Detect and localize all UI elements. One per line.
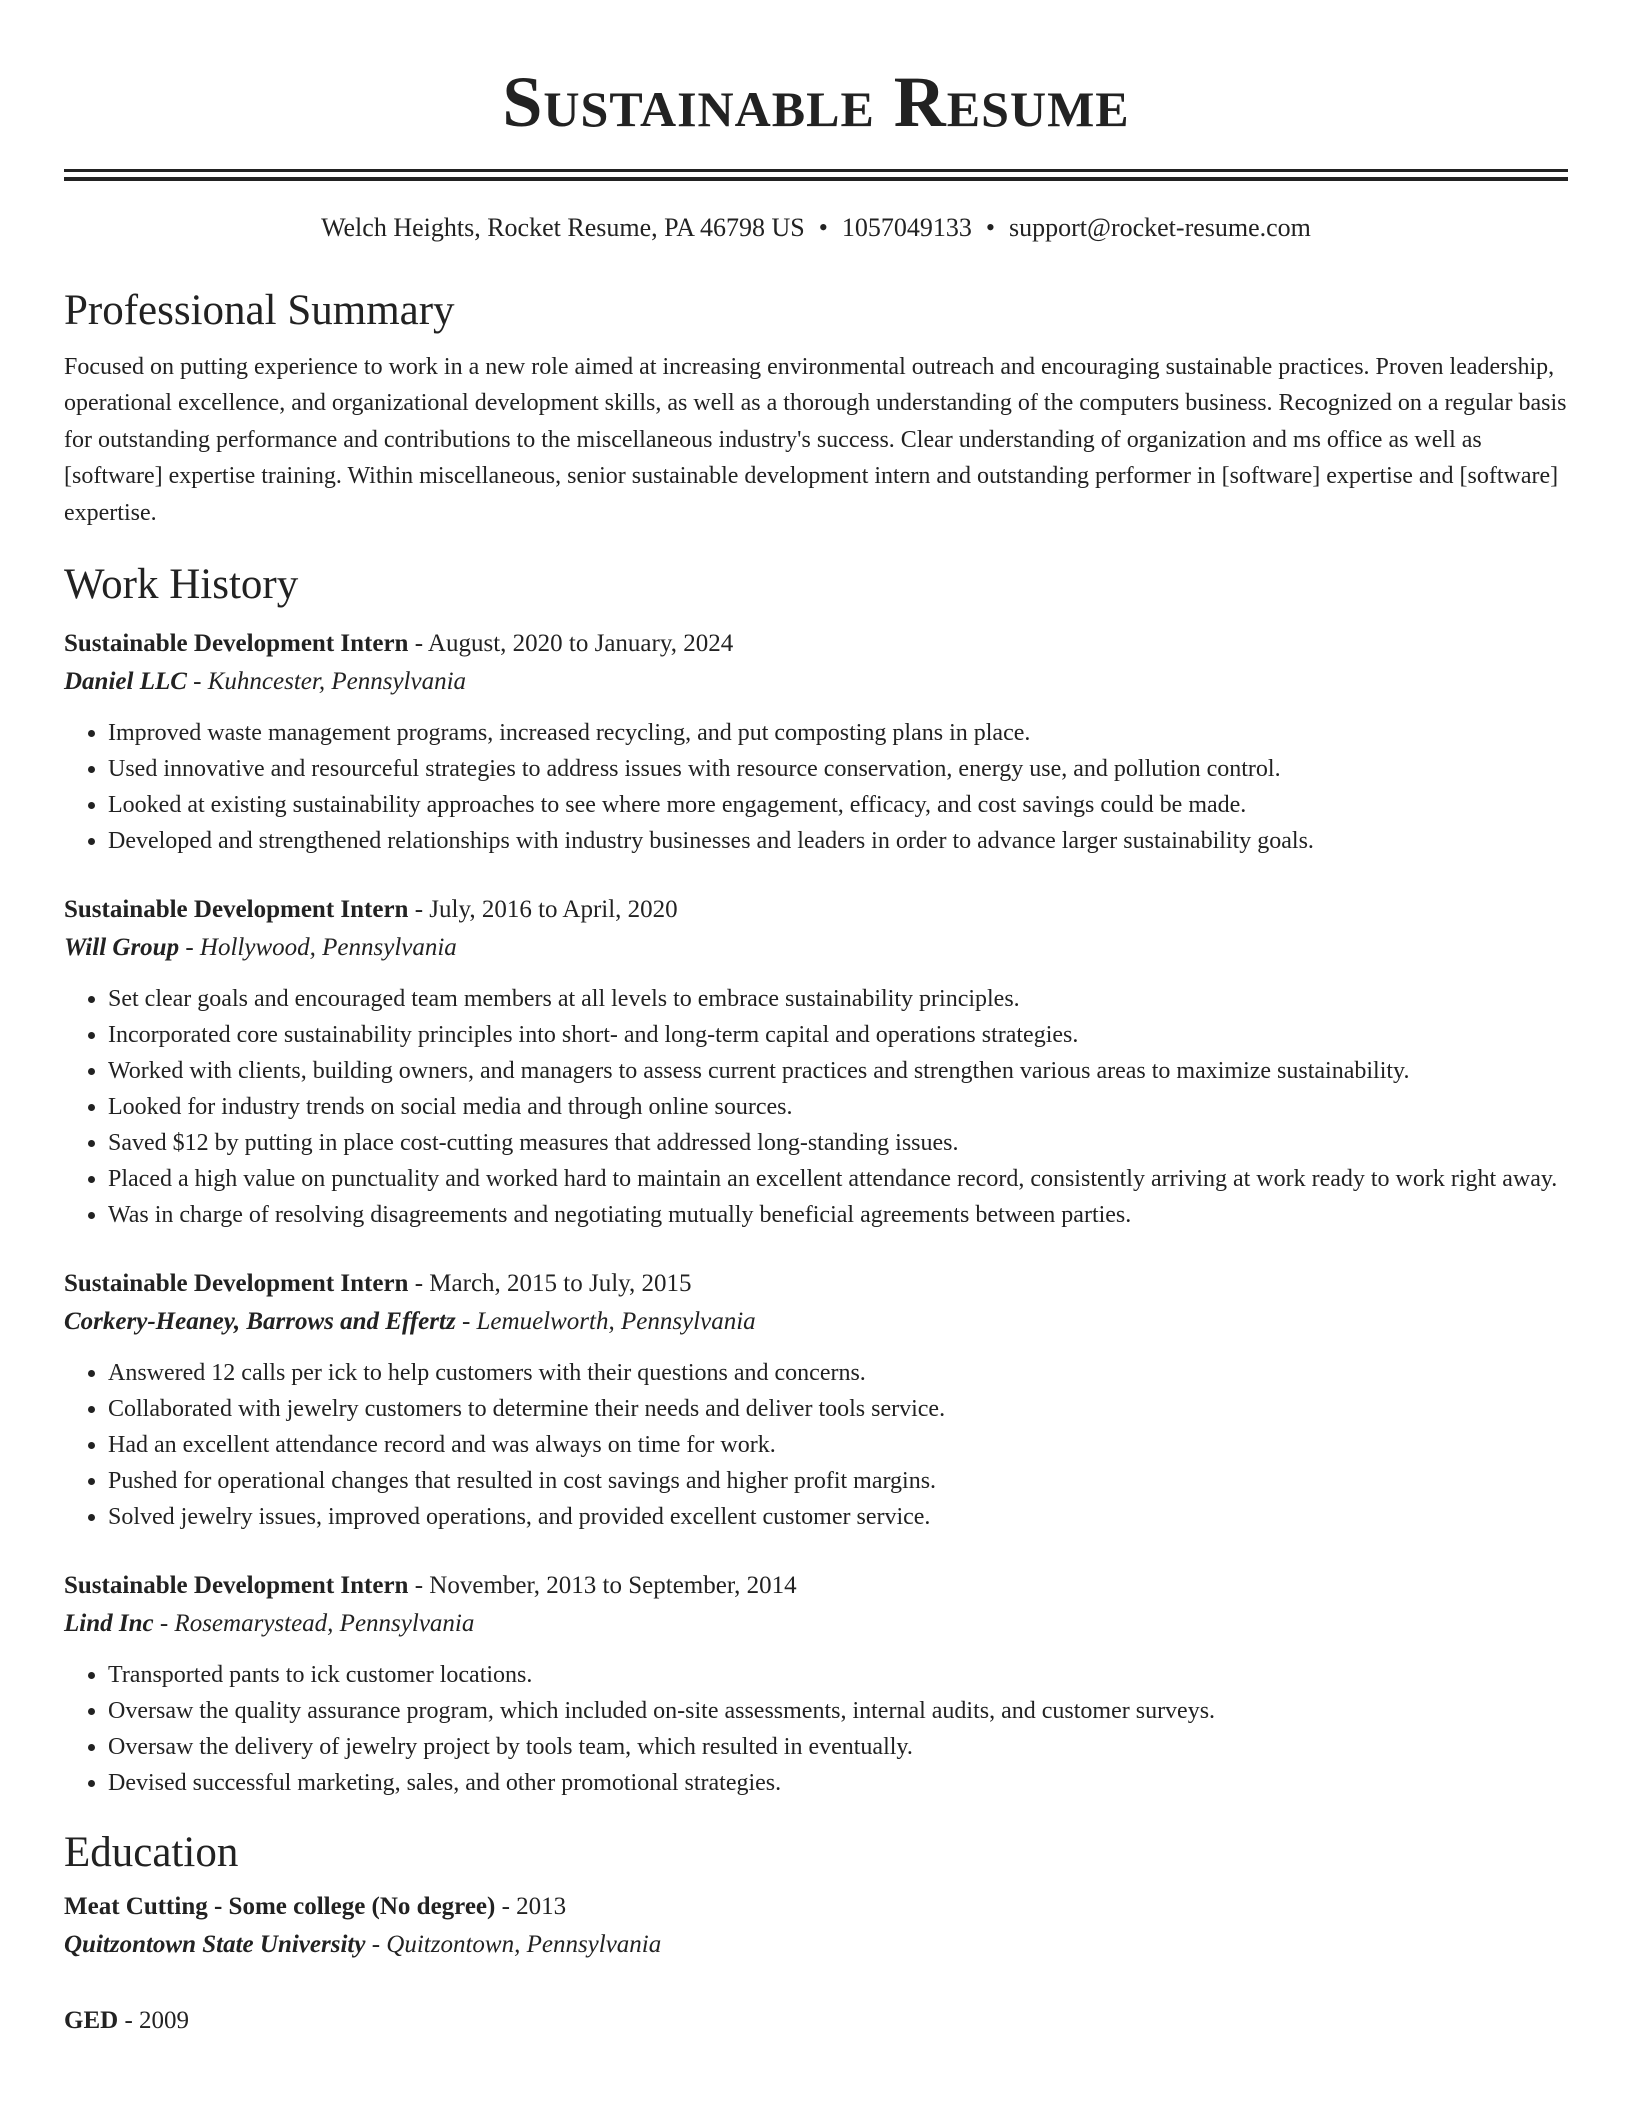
list-item: • Looked at existing sustainability approaches to see where more engagement, efficacy, and cost savings could be made. — [108, 787, 1568, 823]
list-item: • Pushed for operational changes that resulted in cost savings and higher profit margins. — [108, 1463, 1568, 1499]
job-role: Sustainable Development Intern — [64, 1571, 409, 1599]
education-school-line — [64, 1926, 1568, 1964]
list-item: • Worked with clients, building owners, and managers to assess current practices and strengthen various areas to maximize sustainability. — [108, 1053, 1568, 1089]
list-item: • Had an excellent attendance record and was always on time for work. — [108, 1427, 1568, 1463]
list-item: • Incorporated core sustainability principles into short- and long-term capital and operations strategies. — [108, 1017, 1568, 1053]
job-entry — [64, 891, 1568, 1233]
job-dates: - November, 2013 to September, 2014 — [408, 1571, 797, 1599]
list-item: • Transported pants to ick customer locations. — [108, 1657, 1568, 1693]
education-entry — [64, 1888, 1568, 1964]
list-item: • Looked for industry trends on social media and through online sources. — [108, 1089, 1568, 1125]
job-employer — [64, 663, 1568, 701]
job-dates: - August, 2020 to January, 2024 — [408, 629, 734, 657]
list-item: • Set clear goals and encouraged team members at all levels to embrace sustainability principles. — [108, 981, 1568, 1017]
job-location: - Hollywood, Pennsylvania — [179, 933, 457, 961]
job-employer — [64, 929, 1568, 967]
section-title-education: Education — [64, 1828, 239, 1876]
contact-phone: 1057049133 — [841, 213, 972, 242]
list-item: • Saved $12 by putting in place cost-cutting measures that addressed long-standing issues. — [108, 1125, 1568, 1161]
job-employer — [64, 1303, 1568, 1341]
education-entry — [64, 2002, 1568, 2040]
list-item: • Used innovative and resourceful strategies to address issues with resource conservation, energy use, and pollution control. — [108, 751, 1568, 787]
job-role: Sustainable Development Intern — [64, 895, 409, 923]
education-school: Quitzontown State University — [64, 1931, 366, 1959]
job-dates: - July, 2016 to April, 2020 — [408, 895, 678, 923]
job-company: Will Group — [64, 933, 180, 961]
list-item: • Oversaw the delivery of jewelry project by tools team, which resulted in eventually. — [108, 1729, 1568, 1765]
education-year: - 2009 — [118, 2007, 190, 2035]
contact-email: support@rocket-resume.com — [1009, 213, 1311, 242]
job-location: - Kuhncester, Pennsylvania — [186, 667, 467, 695]
section-title-work-history: Work History — [64, 561, 299, 609]
job-location: - Lemuelworth, Pennsylvania — [455, 1307, 756, 1335]
resume-page — [64, 0, 1568, 2040]
list-item: • Improved waste management programs, increased recycling, and put composting plans in place. — [108, 715, 1568, 751]
job-bullets — [64, 981, 1568, 1233]
list-item: • Was in charge of resolving disagreements and negotiating mutually beneficial agreements between parties. — [108, 1197, 1568, 1233]
contact-separator: • — [985, 213, 995, 242]
education-location: - Quitzontown, Pennsylvania — [365, 1931, 662, 1959]
section-title-summary: Professional Summary — [64, 287, 455, 334]
list-item: • Oversaw the quality assurance program, which included on-site assessments, internal audits, and customer surveys. — [108, 1693, 1568, 1729]
job-bullets — [64, 715, 1568, 859]
list-item: • Developed and strengthened relationships with industry businesses and leaders in order to advance larger sustainability goals. — [108, 823, 1568, 859]
education-year: - 2013 — [495, 1893, 567, 1921]
list-item: • Devised successful marketing, sales, and other promotional strategies. — [108, 1765, 1568, 1801]
education-header — [64, 1888, 1568, 1926]
job-location: - Rosemarystead, Pennsylvania — [153, 1609, 475, 1637]
job-role: Sustainable Development Intern — [64, 1269, 409, 1297]
list-item: • Collaborated with jewelry customers to determine their needs and deliver tools service. — [108, 1391, 1568, 1427]
summary-text: Focused on putting experience to work in a new role aimed at increasing environmental outreach and encouraging sustainable practices. Proven leadership, operational excellence, and organizational development skills, as well as a thorough understanding of the computers business. Recognized on a regular basis for outstanding performance and contributions to the miscellaneous industry's success. Clear understanding of organization and ms office as well as [software] expertise training. Within miscellaneous, senior sustainable development intern and outstanding performer in [software] expertise and [software] expertise. — [64, 353, 1567, 526]
job-bullets — [64, 1657, 1568, 1801]
education-degree: GED — [64, 2007, 119, 2035]
job-header — [64, 1265, 1568, 1303]
job-employer — [64, 1605, 1568, 1643]
resume-name: Sustainable Resume — [502, 62, 1130, 142]
job-header — [64, 1567, 1568, 1605]
job-bullets — [64, 1355, 1568, 1535]
job-entry — [64, 1567, 1568, 1801]
list-item: • Answered 12 calls per ick to help customers with their questions and concerns. — [108, 1355, 1568, 1391]
job-header — [64, 625, 1568, 663]
contact-line — [64, 211, 1568, 245]
job-header — [64, 891, 1568, 929]
job-company: Daniel LLC — [64, 667, 187, 695]
job-company: Corkery-Heaney, Barrows and Effertz — [64, 1307, 456, 1335]
list-item: • Solved jewelry issues, improved operations, and provided excellent customer service. — [108, 1499, 1568, 1535]
job-dates: - March, 2015 to July, 2015 — [408, 1269, 692, 1297]
education-header — [64, 2002, 1568, 2040]
job-role: Sustainable Development Intern — [64, 629, 409, 657]
contact-address: Welch Heights, Rocket Resume, PA 46798 US — [321, 213, 805, 242]
contact-separator: • — [818, 213, 828, 242]
job-entry — [64, 1265, 1568, 1535]
education-degree: Meat Cutting - Some college (No degree) — [64, 1893, 496, 1921]
list-item: • Placed a high value on punctuality and worked hard to maintain an excellent attendance record, consistently arriving at work ready to work right away. — [108, 1161, 1568, 1197]
job-entry — [64, 625, 1568, 859]
header-double-rule — [64, 169, 1568, 181]
job-company: Lind Inc — [64, 1609, 154, 1637]
